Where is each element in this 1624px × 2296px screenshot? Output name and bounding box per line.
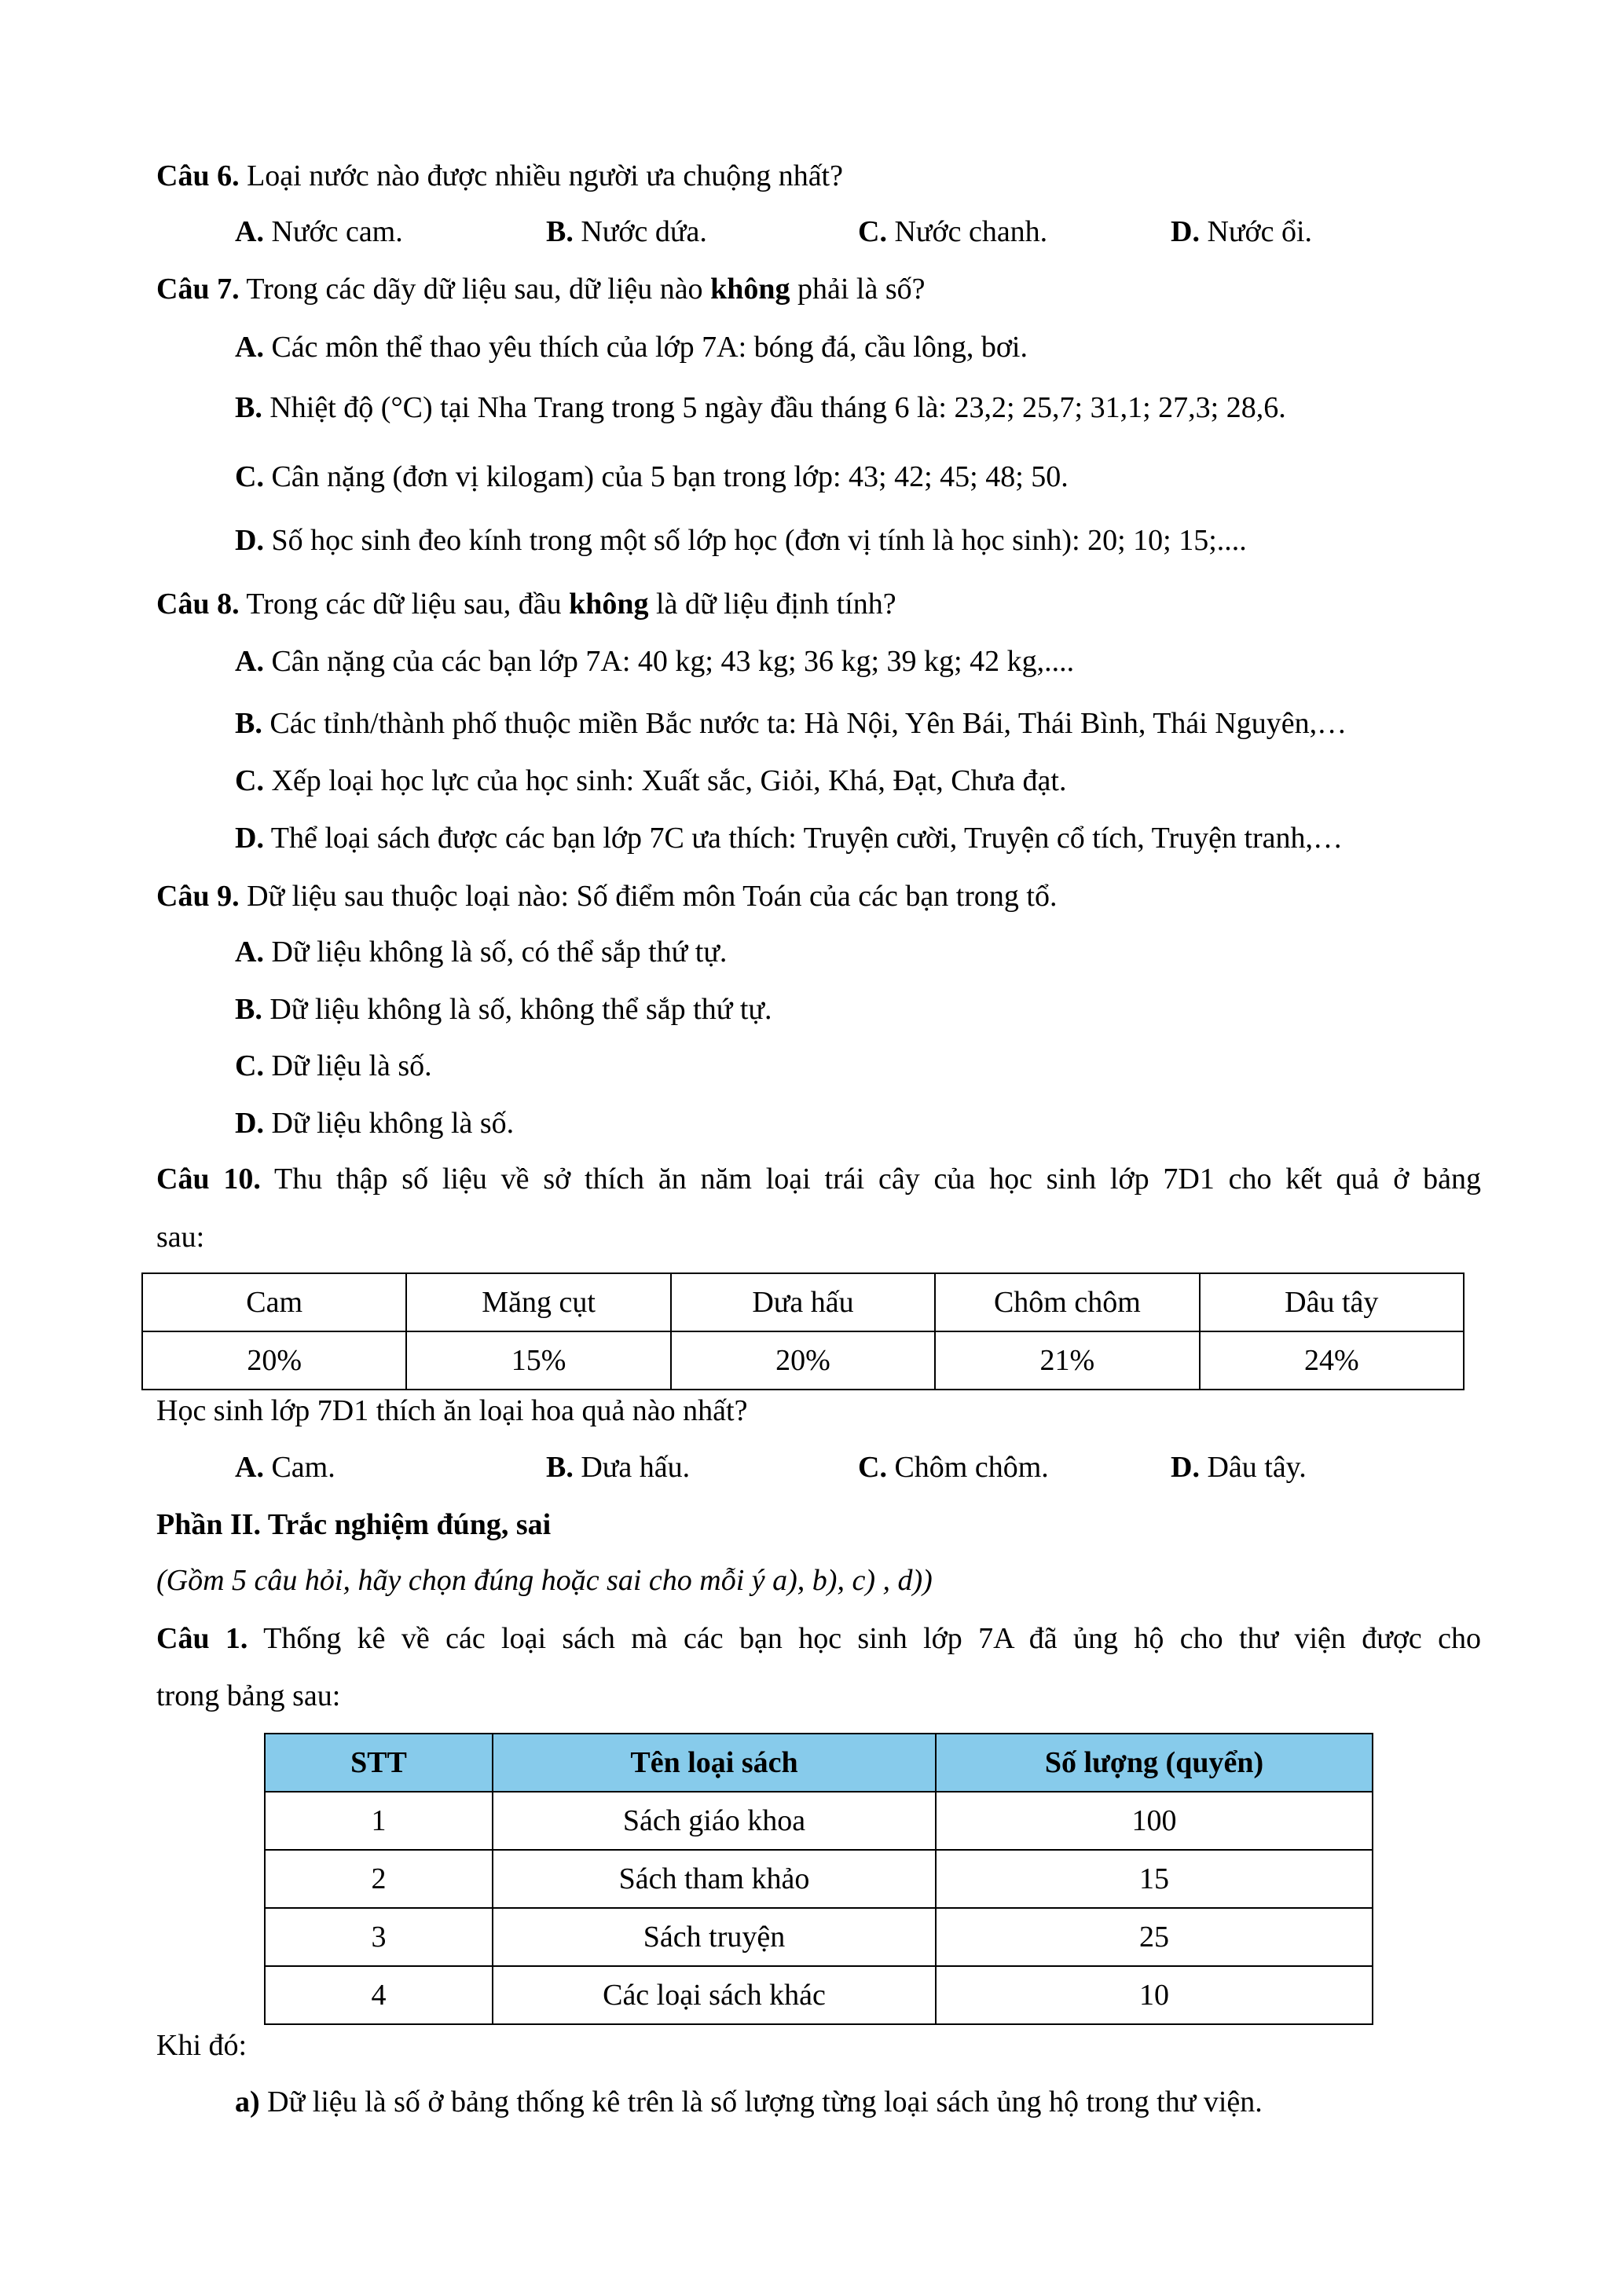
q6-text: Loại nước nào được nhiều người ưa chuộng nhất? [239,159,843,192]
table-header-cell: STT [265,1734,493,1792]
q10-stem-cont: sau: [156,1221,205,1254]
q6-option-a: A. Nước cam. [235,215,403,248]
q9-option-c: C. Dữ liệu là số. [235,1049,432,1082]
q8-stem: Câu 8. Trong các dữ liệu sau, đầu không là dữ liệu định tính? [156,588,896,621]
table-header-cell: Tên loại sách [493,1734,936,1792]
q6-label: Câu 6. [156,159,240,192]
table-cell: Măng cụt [406,1273,670,1331]
table-row: 3 Sách truyện 25 [265,1908,1373,1966]
q6-options [235,203,1413,260]
q9-option-a: A. Dữ liệu không là số, có thể sắp thứ tự. [235,936,728,969]
q7-option-c: C. Cân nặng (đơn vị kilogam) của 5 bạn trong lớp: 43; 42; 45; 48; 50. [235,460,1069,493]
q6-option-d: D. Nước ổi. [1171,215,1313,248]
table-row [142,1331,1464,1390]
q8-option-a: A. Cân nặng của các bạn lớp 7A: 40 kg; 43 kg; 36 kg; 39 kg; 42 kg,.... [235,645,1075,678]
table-cell: 24% [1200,1331,1464,1390]
table-row: 1 Sách giáo khoa 100 [265,1792,1373,1850]
books-table [264,1733,1373,2025]
table-cell: 15% [406,1331,670,1390]
p2q1-after: Khi đó: [156,2029,247,2062]
q7-stem: Câu 7. Trong các dãy dữ liệu sau, dữ liệu nào không phải là số? [156,273,926,306]
table-cell: Chôm chôm [935,1273,1199,1331]
q10-option-a: A. Cam. [235,1451,335,1484]
q9-stem: Câu 9. Dữ liệu sau thuộc loại nào: Số điểm môn Toán của các bạn trong tổ. [156,880,1058,913]
q7-option-b: B. Nhiệt độ (°C) tại Nha Trang trong 5 ngày đầu tháng 6 là: 23,2; 25,7; 31,1; 27,3; 28,6. [235,391,1286,424]
q10-stem: Câu 10. Thu thập số liệu về sở thích ăn năm loại trái cây của học sinh lớp 7D1 cho kết quả ở bảng [156,1163,1481,1196]
q9-option-b: B. Dữ liệu không là số, không thể sắp thứ tự. [235,993,772,1026]
q10-option-d: D. Dâu tây. [1171,1451,1307,1484]
q10-option-c: C. Chôm chôm. [858,1451,1049,1484]
table-cell: Dâu tây [1200,1273,1464,1331]
table-cell: 21% [935,1331,1199,1390]
p2q1-stem-cont: trong bảng sau: [156,1679,341,1712]
q8-option-b: B. Các tỉnh/thành phố thuộc miền Bắc nước ta: Hà Nội, Yên Bái, Thái Bình, Thái Nguyên,… [235,707,1347,740]
p2q1-stem: Câu 1. Thống kê về các loại sách mà các bạn học sinh lớp 7A đã ủng hộ cho thư viện được cho [156,1622,1481,1655]
q6-option-b: B. Nước dứa. [546,215,707,248]
q8-option-c: C. Xếp loại học lực của học sinh: Xuất sắc, Giỏi, Khá, Đạt, Chưa đạt. [235,764,1067,797]
q10-options [235,1439,1413,1496]
part2-note: (Gồm 5 câu hỏi, hãy chọn đúng hoặc sai cho mỗi ý a), b), c) , d)) [156,1564,933,1597]
part2-title: Phần II. Trắc nghiệm đúng, sai [156,1508,552,1541]
table-cell: 20% [671,1331,935,1390]
q8-option-d: D. Thể loại sách được các bạn lớp 7C ưa thích: Truyện cười, Truyện cổ tích, Truyện tranh,… [235,822,1344,855]
fruit-table [141,1273,1465,1390]
table-header-cell: Số lượng (quyển) [936,1734,1373,1792]
p2q1-item-a: a) Dữ liệu là số ở bảng thống kê trên là số lượng từng loại sách ủng hộ trong thư viện. [235,2085,1263,2118]
q9-option-d: D. Dữ liệu không là số. [235,1107,515,1140]
q7-option-d: D. Số học sinh đeo kính trong một số lớp học (đơn vị tính là học sinh): 20; 10; 15;.... [235,524,1247,557]
table-header-row [142,1273,1464,1331]
table-cell: Cam [142,1273,406,1331]
q7-option-a: A. Các môn thể thao yêu thích của lớp 7A: bóng đá, cầu lông, bơi. [235,331,1028,364]
table-cell: Dưa hấu [671,1273,935,1331]
table-header-row [265,1734,1373,1792]
table-cell: 20% [142,1331,406,1390]
q6-stem [156,148,843,204]
q10-question: Học sinh lớp 7D1 thích ăn loại hoa quả nào nhất? [156,1394,748,1427]
table-row: 4 Các loại sách khác 10 [265,1966,1373,2024]
q10-option-b: B. Dưa hấu. [546,1451,691,1484]
table-row: 2 Sách tham khảo 15 [265,1850,1373,1908]
q6-option-c: C. Nước chanh. [858,215,1048,248]
